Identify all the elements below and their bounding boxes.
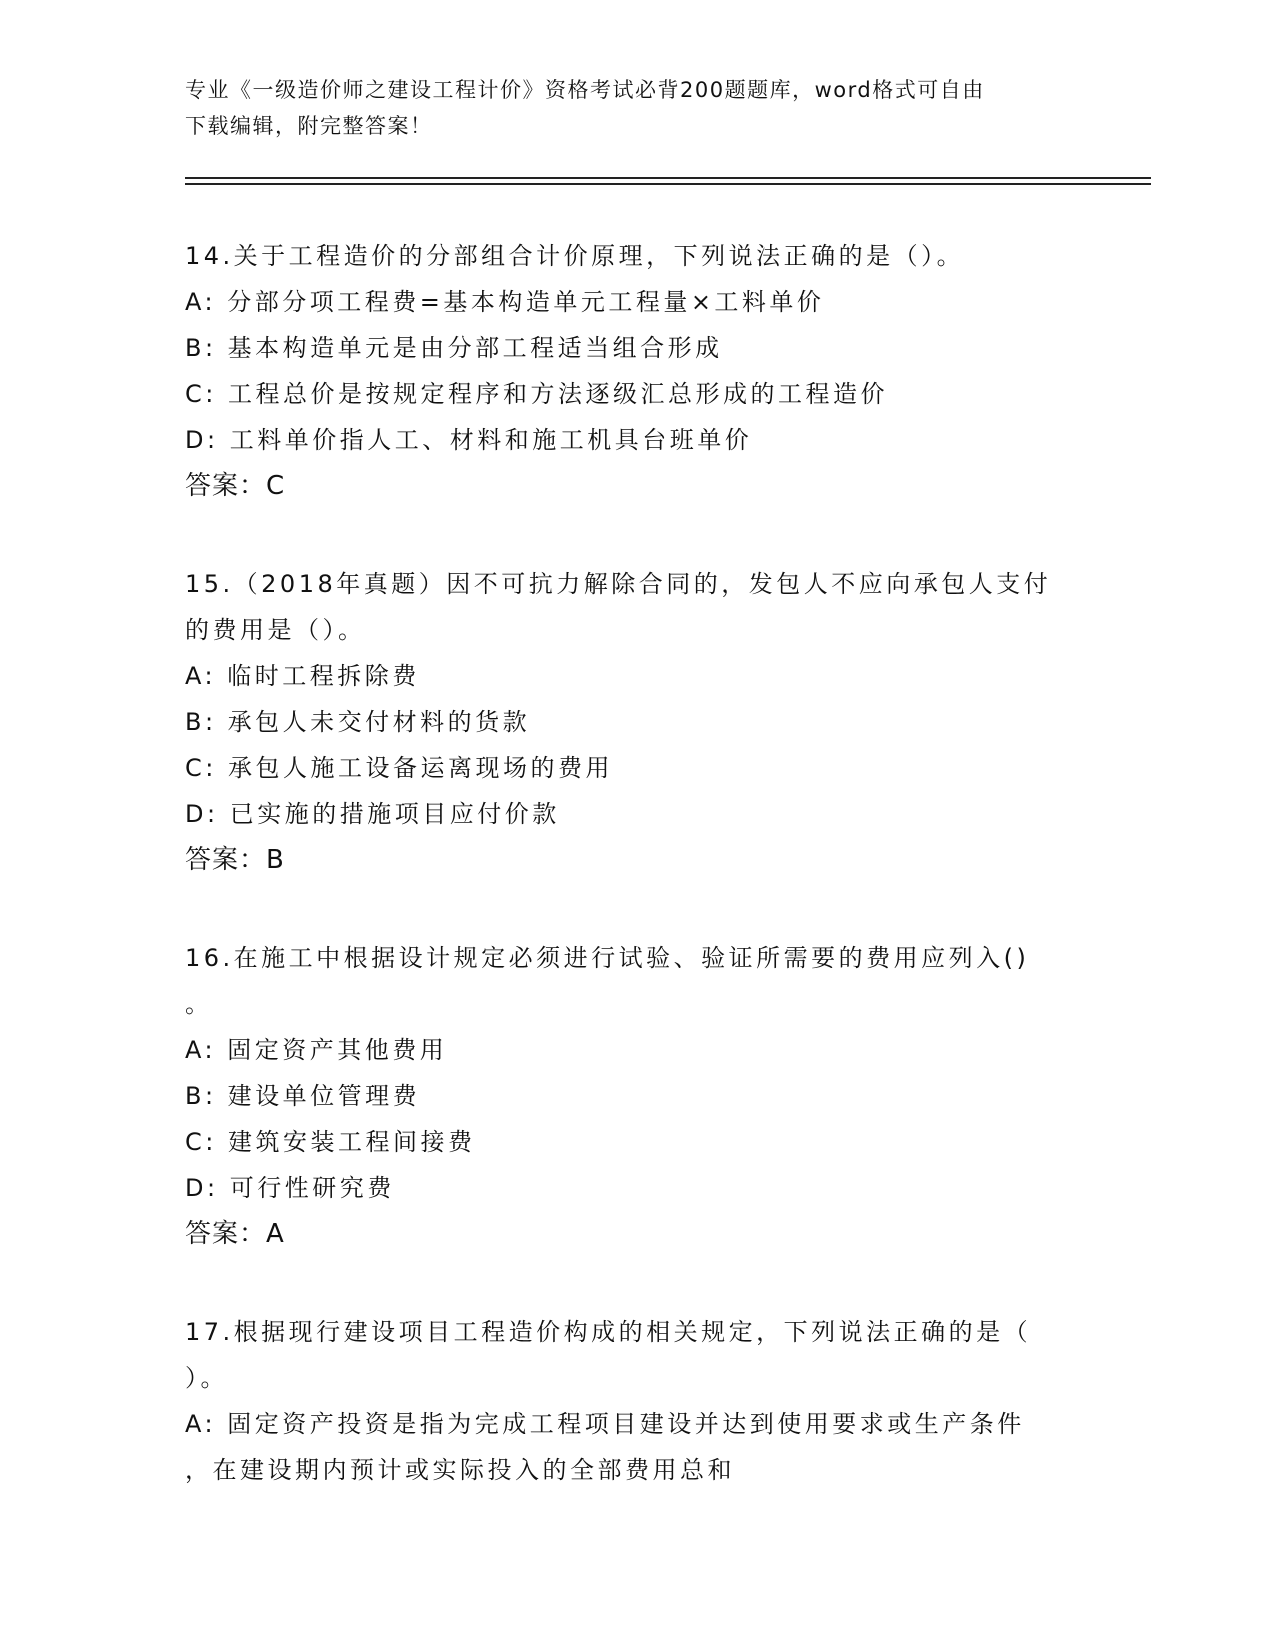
- question-stem-continued: ）。: [185, 1364, 228, 1392]
- option-d: D: 可行性研究费: [185, 1174, 395, 1202]
- option-b: B: 基本构造单元是由分部工程适当组合形成: [185, 334, 723, 362]
- document-header: [185, 72, 1085, 144]
- question-stem-continued: 。: [185, 990, 213, 1018]
- option-c: C: 工程总价是按规定程序和方法逐级汇总形成的工程造价: [185, 380, 888, 408]
- question-stem: 16.在施工中根据设计规定必须进行试验、验证所需要的费用应列入(): [185, 944, 1030, 972]
- option-a: A: 临时工程拆除费: [185, 662, 420, 690]
- option-c: C: 承包人施工设备运离现场的费用: [185, 754, 613, 782]
- option-d: D: 工料单价指人工、材料和施工机具台班单价: [185, 426, 753, 454]
- question-14: [185, 233, 1085, 509]
- option-d: D: 已实施的措施项目应付价款: [185, 800, 560, 828]
- option-b: B: 承包人未交付材料的货款: [185, 708, 531, 736]
- option-c: C: 建筑安装工程间接费: [185, 1128, 476, 1156]
- question-16: [185, 935, 1085, 1257]
- answer: 答案：B: [185, 845, 285, 875]
- header-line-2: 下载编辑，附完整答案！: [185, 114, 433, 138]
- answer: 答案：A: [185, 1219, 285, 1249]
- option-a: A: 固定资产投资是指为完成工程项目建设并达到使用要求或生产条件: [185, 1410, 1025, 1438]
- question-stem: 15.（2018年真题）因不可抗力解除合同的，发包人不应向承包人支付: [185, 570, 1052, 598]
- option-b: B: 建设单位管理费: [185, 1082, 421, 1110]
- option-a: A: 固定资产其他费用: [185, 1036, 448, 1064]
- question-stem: 14.关于工程造价的分部组合计价原理，下列说法正确的是（）。: [185, 242, 965, 270]
- option-a-continued: ，在建设期内预计或实际投入的全部费用总和: [185, 1456, 735, 1484]
- option-a: A: 分部分项工程费=基本构造单元工程量×工料单价: [185, 288, 825, 316]
- question-stem: 17.根据现行建设项目工程造价构成的相关规定，下列说法正确的是（: [185, 1318, 1032, 1346]
- question-15: [185, 561, 1085, 883]
- question-stem-continued: 的费用是（）。: [185, 616, 366, 644]
- question-list: [185, 233, 1085, 1545]
- header-divider-bottom: [185, 183, 1151, 185]
- header-divider-top: [185, 177, 1151, 179]
- header-line-1: 专业《一级造价师之建设工程计价》资格考试必背200题题库，word格式可自由: [185, 78, 985, 102]
- question-17: [185, 1309, 1085, 1493]
- answer: 答案：C: [185, 471, 286, 501]
